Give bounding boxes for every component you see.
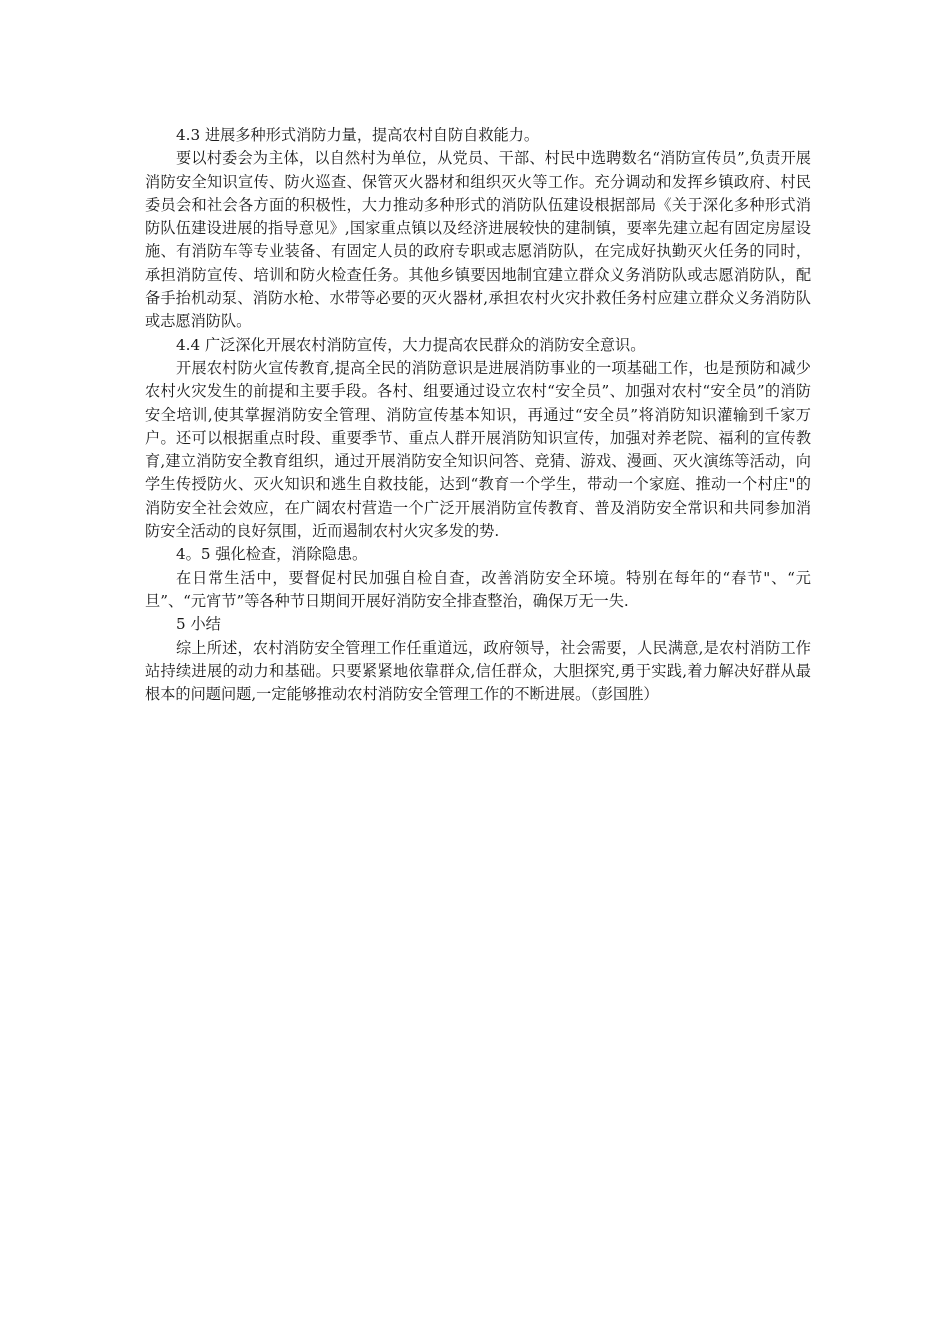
document-body	[145, 124, 811, 706]
section-paragraph-4-4: 开展农村防火宣传教育,提高全民的消防意识是进展消防事业的一项基础工作，也是预防和减少农村火灾发生的前提和主要手段。各村、组要通过设立农村“安全员”、加强对农村“安全员”的消防安全培训,使其掌握消防安全管理、消防宣传基本知识，再通过“安全员”将消防知识灌输到千家万户。还可以根据重点时段、重要季节、重点人群开展消防知识宣传，加强对养老院、福利的宣传教育,建立消防安全教育组织，通过开展消防安全知识问答、竞猜、游戏、漫画、灭火演练等活动，向学生传授防火、灭火知识和逃生自救技能，达到“教育一个学生，带动一个家庭、推动一个村庄"的消防安全社会效应，在广阔农村营造一个广泛开展消防宣传教育、普及消防安全常识和共同参加消防安全活动的良好氛围，近而遏制农村火灾多发的势.	[145, 358, 811, 541]
section-paragraph-4-5: 在日常生活中，要督促村民加强自检自查，改善消防安全环境。特别在每年的“春节"、“元旦”、“元宵节”等各种节日期间开展好消防安全排查整治，确保万无一失.	[145, 568, 811, 610]
section-paragraph-4-3: 要以村委会为主体，以自然村为单位，从党员、干部、村民中选聘数名“消防宣传员”,负责开展消防安全知识宣传、防火巡查、保管灭火器材和组织灭火等工作。充分调动和发挥乡镇政府、村民委员会和社会各方面的积极性，大力推动多种形式的消防队伍建设根据部局《关于深化多种形式消防队伍建设进展的指导意见》,国家重点镇以及经济进展较快的建制镇，要率先建立起有固定房屋设施、有消防车等专业装备、有固定人员的政府专职或志愿消防队，在完成好执勤灭火任务的同时，承担消防宣传、培训和防火检查任务。其他乡镇要因地制宜建立群众义务消防队或志愿消防队，配备手抬机动泵、消防水枪、水带等必要的灭火器材,承担农村火灾扑救任务村应建立群众义务消防队或志愿消防队。	[145, 149, 811, 331]
section-heading-5: 5 小结	[176, 615, 221, 634]
section-paragraph-5: 综上所述，农村消防安全管理工作任重道远，政府领导，社会需要，人民满意,是农村消防工作站持续进展的动力和基础。只要紧紧地依靠群众,信任群众，大胆探究,勇于实践,着力解决好群从最根本的问题问题,一定能够推动农村消防安全管理工作的不断进展。（彭国胜）	[145, 638, 811, 704]
section-heading-4-4: 4.4 广泛深化开展农村消防宣传，大力提高农民群众的消防安全意识。	[176, 335, 646, 354]
section-heading-4-3: 4.3 进展多种形式消防力量，提高农村自防自救能力。	[176, 126, 540, 144]
section-heading-4-5: 4。5 强化检查，消除隐患。	[176, 545, 368, 564]
